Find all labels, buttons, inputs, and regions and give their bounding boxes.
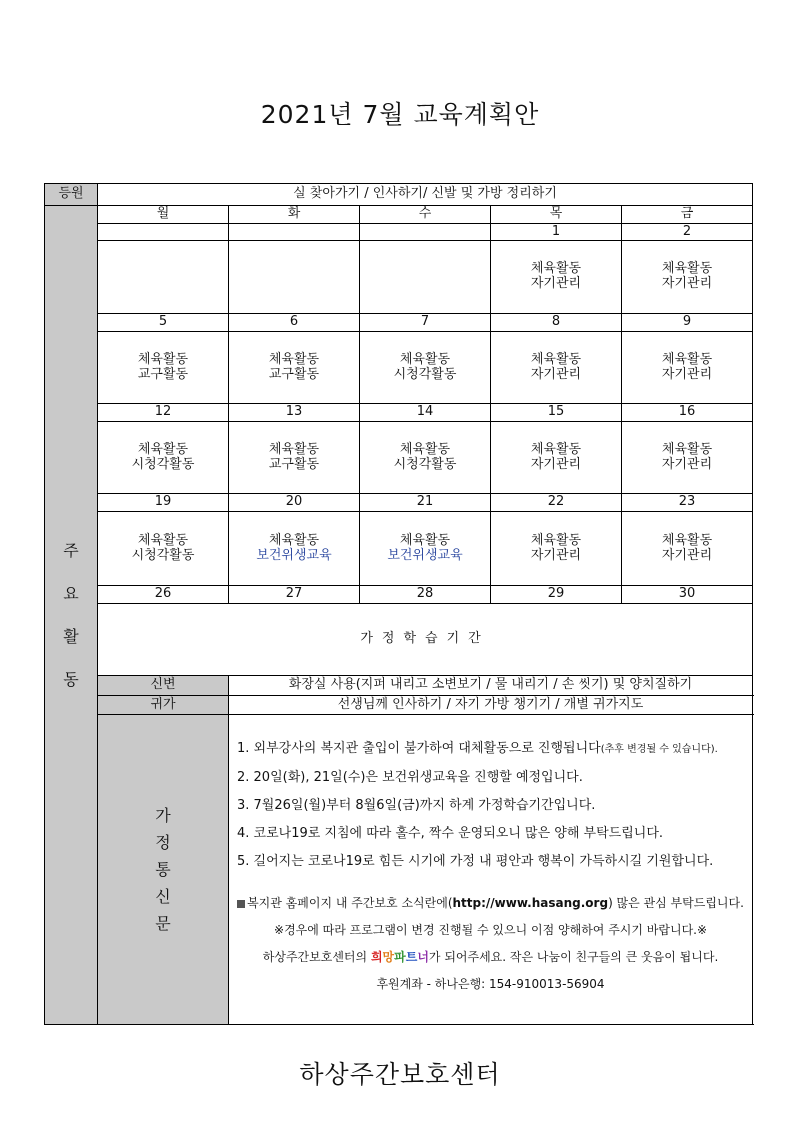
date-row (45, 494, 753, 512)
home-study-row (45, 604, 753, 676)
main-activity-label-text: 주 요 활 동 (63, 541, 79, 689)
activity-cell: 체육활동 보건위생교육 (229, 512, 360, 586)
date-cell: 28 (360, 586, 491, 604)
toilet-row (45, 676, 753, 696)
activity-cell: 체육활동 교구활동 (229, 332, 360, 404)
activity-cell: 체육활동 자기관리 (622, 332, 753, 404)
activity-cell: 체육활동 시청각활동 (98, 422, 229, 494)
going-home-row (45, 696, 753, 715)
date-cell: 19 (98, 494, 229, 512)
letter-label (98, 715, 229, 1025)
arrival-text: 실 찾아가기 / 인사하기/ 신발 및 가방 정리하기 (98, 184, 753, 206)
notice-item: 2. 20일(화), 21일(수)은 보건위생교육을 진행할 예정입니다. (237, 770, 583, 785)
letter-row (45, 715, 753, 1025)
homepage-line: 복지관 홈페이지 내 주간보호 소식란에(http://www.hasang.org) 많은 관심 부탁드립니다. (229, 890, 752, 917)
activity-cell: 체육활동 자기관리 (491, 241, 622, 314)
date-cell: 26 (98, 586, 229, 604)
program-change-note: ※경우에 따라 프로그램이 변경 진행될 수 있으니 이점 양해하여 주시기 바랍니다.※ (274, 923, 708, 937)
day-tue: 화 (229, 206, 360, 224)
day-mon: 월 (98, 206, 229, 224)
date-row (45, 586, 753, 604)
date-cell: 21 (360, 494, 491, 512)
activity-cell: 체육활동 보건위생교육 (360, 512, 491, 586)
notice-list (229, 715, 752, 876)
date-cell: 6 (229, 314, 360, 332)
activity-cell: 체육활동 자기관리 (622, 512, 753, 586)
date-row (45, 224, 753, 241)
toilet-label: 신변 (98, 676, 229, 696)
date-cell: 12 (98, 404, 229, 422)
activity-cell: 체육활동 자기관리 (491, 332, 622, 404)
main-activity-label (45, 206, 98, 1025)
activity-cell: 체육활동 자기관리 (491, 422, 622, 494)
activity-cell (229, 241, 360, 314)
arrival-row (45, 184, 753, 206)
date-row (45, 404, 753, 422)
activity-row (45, 422, 753, 494)
day-thu: 목 (491, 206, 622, 224)
date-cell: 14 (360, 404, 491, 422)
notice-item: 1. 외부강사의 복지관 출입이 불가하여 대체활동으로 진행됩니다(추후 변경될 수 있습니다). (237, 741, 718, 756)
arrival-label: 등원 (45, 184, 98, 206)
activity-cell: 체육활동 자기관리 (622, 241, 753, 314)
activity-cell (360, 241, 491, 314)
extra-info (229, 890, 752, 998)
weekday-row (45, 206, 753, 224)
square-bullet-icon (237, 900, 245, 908)
date-cell: 1 (491, 224, 622, 241)
day-wed: 수 (360, 206, 491, 224)
date-cell: 2 (622, 224, 753, 241)
going-home-label: 귀가 (98, 696, 229, 715)
notice-item: 3. 7월26일(월)부터 8월6일(금)까지 하계 가정학습기간입니다. (237, 798, 596, 813)
activity-cell: 체육활동 자기관리 (622, 422, 753, 494)
date-cell: 30 (622, 586, 753, 604)
partner-line: 하상주간보호센터의 희망파트너가 되어주세요. 작은 나눔이 친구들의 큰 웃음이 됩니다. (262, 950, 719, 964)
date-cell: 20 (229, 494, 360, 512)
activity-cell: 체육활동 교구활동 (229, 422, 360, 494)
date-cell: 9 (622, 314, 753, 332)
page-title: 2021년 7월 교육계획안 (260, 100, 540, 129)
activity-cell (98, 241, 229, 314)
notice-cell (229, 715, 753, 1025)
date-cell: 23 (622, 494, 753, 512)
date-cell: 22 (491, 494, 622, 512)
donation-account: 후원계좌 - 하나은행: 154-910013-56904 (376, 977, 605, 991)
activity-row (45, 332, 753, 404)
homepage-url: http://www.hasang.org (452, 896, 609, 910)
toilet-text: 화장실 사용(지퍼 내리고 소변보기 / 물 내리기 / 손 씻기) 및 양치질하기 (229, 676, 753, 696)
activity-cell: 체육활동 교구활동 (98, 332, 229, 404)
date-cell: 29 (491, 586, 622, 604)
date-cell (360, 224, 491, 241)
date-cell: 5 (98, 314, 229, 332)
date-cell (229, 224, 360, 241)
notice-item: 4. 코로나19로 지침에 따라 홀수, 짝수 운영되오니 많은 양해 부탁드립니다. (237, 826, 664, 841)
letter-label-text: 가 정 통 신 문 (155, 806, 171, 933)
date-cell: 27 (229, 586, 360, 604)
date-cell: 13 (229, 404, 360, 422)
day-fri: 금 (622, 206, 753, 224)
home-study-banner: 가정학습기간 (98, 604, 753, 676)
center-name: 하상주간보호센터 (299, 1060, 501, 1089)
activity-cell: 체육활동 자기관리 (491, 512, 622, 586)
notice-item: 5. 길어지는 코로나19로 힘든 시기에 가정 내 평안과 행복이 가득하시길 기원합니다. (237, 854, 714, 869)
plan-table (44, 183, 753, 1025)
date-cell: 8 (491, 314, 622, 332)
date-cell: 7 (360, 314, 491, 332)
activity-cell: 체육활동 시청각활동 (360, 422, 491, 494)
activity-row (45, 241, 753, 314)
going-home-text: 선생님께 인사하기 / 자기 가방 챙기기 / 개별 귀가지도 (229, 696, 753, 715)
date-row (45, 314, 753, 332)
date-cell: 15 (491, 404, 622, 422)
activity-row (45, 512, 753, 586)
date-cell: 16 (622, 404, 753, 422)
activity-cell: 체육활동 시청각활동 (360, 332, 491, 404)
activity-cell: 체육활동 시청각활동 (98, 512, 229, 586)
date-cell (98, 224, 229, 241)
